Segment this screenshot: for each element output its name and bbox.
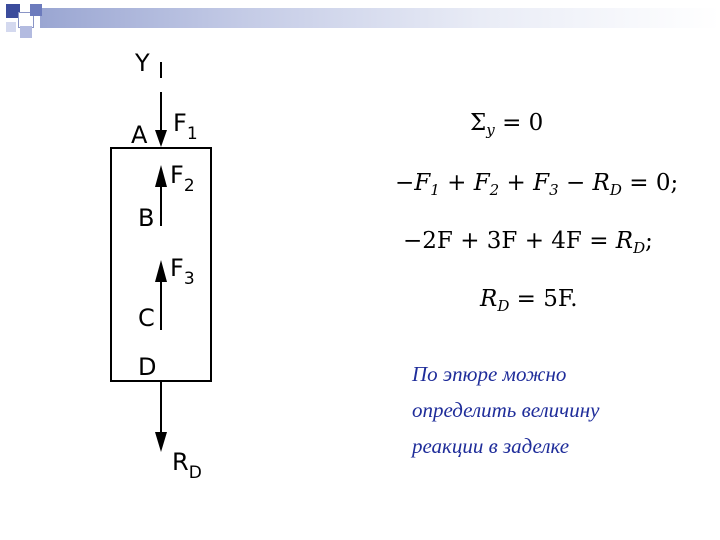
rd-label: $R_D$: [172, 448, 202, 483]
point-b-label: B: [138, 204, 155, 232]
point-a-label: A: [131, 121, 148, 149]
point-c-label: C: [138, 304, 155, 332]
f3-arrowhead: [155, 260, 167, 282]
note-line: реакции в заделке: [412, 434, 570, 458]
note-line: По эпюре можно: [412, 362, 567, 386]
note-line: определить величину: [412, 398, 600, 422]
equation-force-balance: $-F_1 + F_2 + F_3 - R_D = 0$;: [395, 170, 679, 199]
f3-label: $F_3$: [170, 254, 195, 289]
equation-result: $R_D = 5F$.: [480, 286, 578, 315]
equation-sum-y: $\Sigma_y = 0$: [470, 110, 544, 139]
f2-label: $F_2$: [170, 161, 195, 196]
rd-arrowhead: [155, 432, 167, 452]
explanation-note: [412, 356, 712, 464]
point-d-label: D: [138, 353, 157, 381]
y-axis-label: Y: [135, 49, 150, 77]
f1-arrowhead: [155, 130, 167, 147]
f1-label: $F_1$: [173, 109, 198, 144]
equation-substitution: $-2F + 3F + 4F = R_D$;: [403, 228, 653, 257]
f2-arrowhead: [155, 165, 167, 187]
